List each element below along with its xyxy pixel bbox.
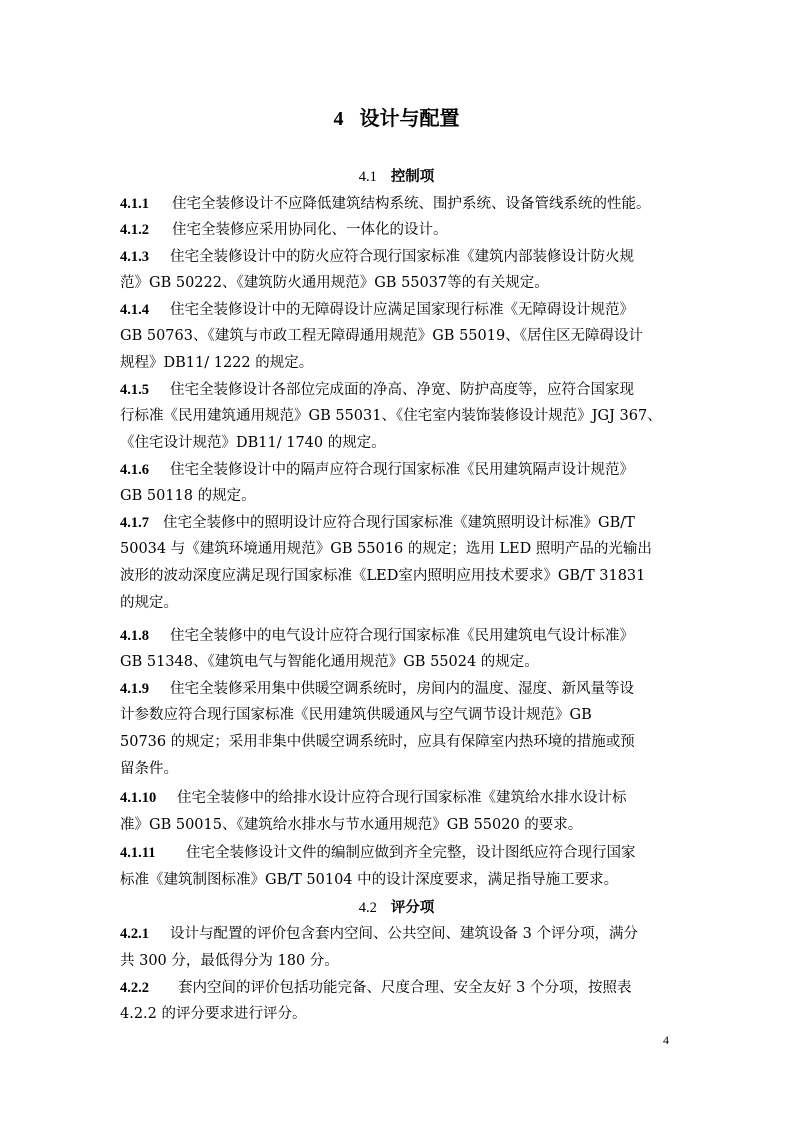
clause-4-1-5 — [120, 380, 634, 400]
clause-4-1-8 — [120, 626, 634, 646]
clause-number: 4.1.7 — [120, 515, 149, 531]
chapter-heading — [0, 104, 793, 133]
clause-4-2-2 — [120, 978, 631, 998]
chapter-number: 4 — [333, 108, 344, 130]
clause-text-continued: 《住宅设计规范》DB11/ 1740 的规定。 — [120, 435, 386, 451]
clause-text: 住宅全装修中的给排水设计应符合现行国家标准《建筑给水排水设计标 — [177, 790, 627, 806]
clause-number: 4.1.2 — [120, 222, 149, 238]
clause-number: 4.2.2 — [120, 980, 149, 996]
clause-number: 4.1.10 — [120, 790, 157, 806]
clause-number: 4.1.11 — [120, 845, 156, 861]
clause-text: 住宅全装修中的照明设计应符合现行国家标准《建筑照明设计标准》GB/T — [163, 515, 635, 531]
section-title: 评分项 — [390, 899, 435, 916]
clause-4-1-4 — [120, 300, 634, 320]
clause-text-continued: 波形的波动深度应满足现行国家标准《LED室内照明应用技术要求》GB/T 31831 — [120, 568, 646, 584]
section-heading-4-1 — [0, 167, 793, 187]
clause-text-continued: GB 50763、《建筑与市政工程无障碍通用规范》GB 55019、《居住区无障碍设计 — [120, 328, 643, 344]
clause-text: 住宅全装修应采用协同化、一体化的设计。 — [172, 222, 448, 238]
clause-text: 住宅全装修设计中的隔声应符合现行国家标准《民用建筑隔声设计规范》 — [170, 462, 634, 478]
clause-text-continued: GB 50118 的规定。 — [120, 488, 256, 504]
clause-text-continued: GB 51348、《建筑电气与智能化通用规范》GB 55024 的规定。 — [120, 654, 539, 670]
clause-text: 住宅全装修设计不应降低建筑结构系统、围护系统、设备管线系统的性能。 — [172, 196, 651, 212]
clause-number: 4.1.5 — [120, 382, 149, 398]
clause-text-continued: 50736 的规定；采用非集中供暖空调系统时，应具有保障室内热环境的措施或预 — [120, 734, 635, 750]
clause-4-2-1 — [120, 924, 638, 944]
clause-text: 套内空间的评价包括功能完备、尺度合理、安全友好 3 个分项，按照表 — [178, 980, 632, 996]
clause-number: 4.1.6 — [120, 462, 149, 478]
clause-text-continued: 行标准《民用建筑通用规范》GB 55031、《住宅室内装饰装修设计规范》JGJ 367、 — [120, 408, 662, 424]
clause-4-1-7 — [120, 513, 635, 533]
section-heading-4-2 — [0, 898, 793, 918]
clause-number: 4.2.1 — [120, 926, 149, 942]
clause-text: 住宅全装修设计中的防火应符合现行国家标准《建筑内部装修设计防火规 — [170, 249, 634, 265]
clause-text-continued: 共 300 分，最低得分为 180 分。 — [120, 953, 339, 969]
clause-text-continued: 50034 与《建筑环境通用规范》GB 55016 的规定；选用 LED 照明产品的光输出 — [120, 541, 652, 557]
clause-number: 4.1.4 — [120, 302, 149, 318]
clause-text: 住宅全装修设计中的无障碍设计应满足国家现行标准《无障碍设计规范》 — [170, 302, 634, 318]
clause-4-1-10 — [120, 788, 627, 808]
clause-number: 4.1.1 — [120, 196, 149, 212]
clause-4-1-9 — [120, 679, 634, 699]
clause-text-continued: 标准《建筑制图标准》GB/T 50104 中的设计深度要求，满足指导施工要求。 — [120, 872, 619, 888]
clause-4-1-2 — [120, 220, 448, 240]
clause-number: 4.1.8 — [120, 628, 149, 644]
section-number: 4.2 — [358, 900, 377, 916]
clause-text-continued: 4.2.2 的评分要求进行评分。 — [120, 1006, 307, 1022]
page-number: 4 — [663, 1033, 669, 1047]
clause-text: 住宅全装修设计各部位完成面的净高、净宽、防护高度等，应符合国家现 — [170, 382, 634, 398]
clause-number: 4.1.9 — [120, 681, 149, 697]
clause-text: 设计与配置的评价包含套内空间、公共空间、建筑设备 3 个评分项，满分 — [170, 926, 638, 942]
clause-4-1-1 — [120, 194, 651, 214]
clause-text-continued: 的规定。 — [120, 595, 178, 611]
clause-4-1-11 — [120, 843, 636, 863]
clause-4-1-6 — [120, 460, 634, 480]
section-title: 控制项 — [390, 168, 435, 185]
clause-number: 4.1.3 — [120, 249, 149, 265]
chapter-title: 设计与配置 — [359, 106, 460, 130]
clause-text: 住宅全装修采用集中供暖空调系统时，房间内的温度、湿度、新风量等设 — [170, 681, 634, 697]
section-number: 4.1 — [358, 169, 377, 185]
clause-4-1-3 — [120, 247, 634, 267]
clause-text-continued: 范》GB 50222、《建筑防火通用规范》GB 55037等的有关规定。 — [120, 275, 549, 291]
clause-text: 住宅全装修设计文件的编制应做到齐全完整，设计图纸应符合现行国家 — [186, 845, 636, 861]
clause-text: 住宅全装修中的电气设计应符合现行国家标准《民用建筑电气设计标准》 — [170, 628, 634, 644]
clause-text-continued: 准》GB 50015、《建筑给水排水与节水通用规范》GB 55020 的要求。 — [120, 817, 583, 833]
clause-text-continued: 计参数应符合现行国家标准《民用建筑供暖通风与空气调节设计规范》GB — [120, 707, 592, 723]
clause-text-continued: 规程》DB11/ 1222 的规定。 — [120, 355, 314, 371]
clause-text-continued: 留条件。 — [120, 761, 178, 777]
